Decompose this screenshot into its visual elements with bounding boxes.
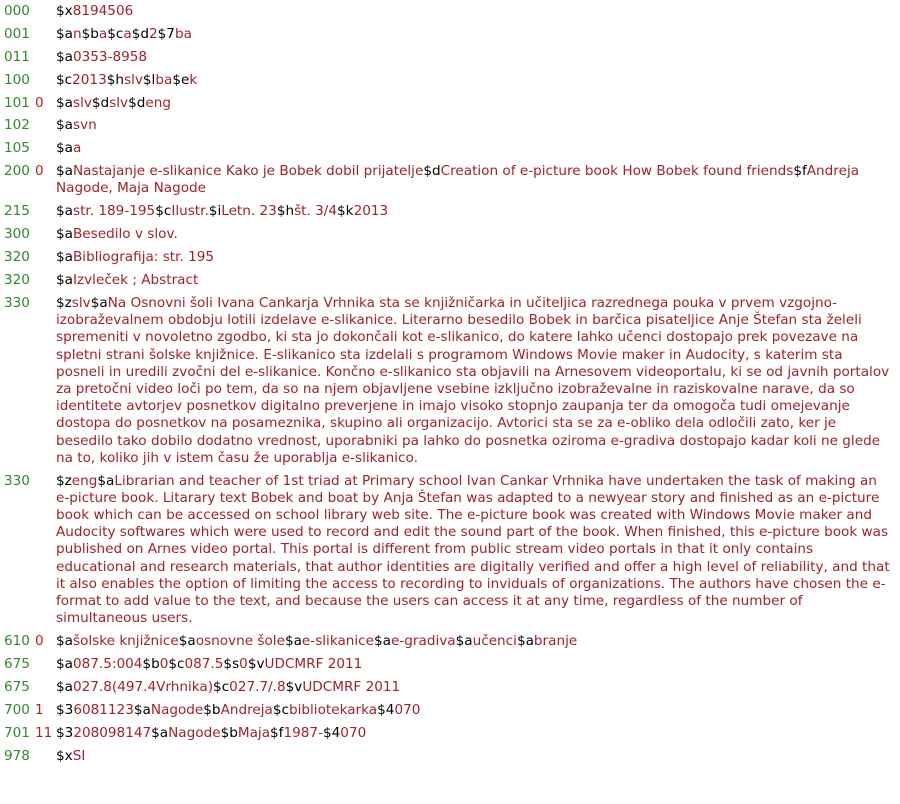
subfield-code: $d: [91, 94, 110, 111]
field-tag: 320: [4, 249, 30, 266]
subfield-code: $d: [423, 163, 441, 180]
subfield-code: $i: [208, 203, 222, 220]
subfield-value: Besedilo v slov.: [72, 226, 178, 243]
field-value: [56, 725, 894, 742]
subfield-code: $b: [220, 724, 238, 741]
subfield-value: Librarian and teacher of 1st triad at Primary school Ivan Cankar Vrhnika have undertaken the task of making an e-picture book. Litarary text Bobek and boat by Anja Štefan was adapted to a newyear story and finished as an e-picture book which can be accessed on school library web site. The e-picture book was created with Windows Movie maker and Audocity softwares which were used to record and edit the sound part of the book. When finished, this e-picture book was published on Arnes video portal. This portal is different from public stream video portals in that it only contains educational and research materials, that author identities are digitally verified and offer a high level of reliability, and that it also enables the option of limiting the access to recording to inviduals of organizations. The authors have chosen the e-format to add value to the text, and because the users can access it at any time, regardless of the number of simultaneous users.: [56, 472, 890, 627]
subfield-value: svn: [72, 117, 97, 134]
subfield-value: 0: [159, 656, 169, 673]
subfield-code: $a: [151, 724, 169, 741]
subfield-code: $a: [374, 633, 392, 650]
subfield-value: Izvleček ; Abstract: [72, 272, 199, 288]
subfield-code: $a: [516, 633, 534, 650]
field-value: [56, 72, 894, 89]
subfield-value: Maja: [237, 724, 271, 741]
field-tag: 701: [4, 724, 30, 741]
subfield-value: eng: [71, 472, 98, 489]
subfield-value: UDCMRF 2011: [264, 656, 363, 673]
field-row-675: [0, 656, 900, 673]
subfield-code: $e: [172, 71, 190, 88]
subfield-value: 2013: [353, 203, 389, 220]
subfield-value: 070: [394, 701, 421, 718]
field-tag: 100: [4, 71, 30, 88]
subfield-code: $c: [107, 25, 124, 42]
subfield-code: $a: [56, 226, 73, 243]
field-indicator: 0: [35, 94, 44, 111]
field-row-001: [0, 26, 900, 43]
field-indicator: 0: [35, 633, 44, 650]
field-value: [56, 95, 894, 112]
field-tag: 215: [4, 203, 30, 220]
field-tag: 978: [4, 747, 30, 764]
subfield-code: $v: [247, 656, 265, 673]
subfield-code: $4: [377, 701, 395, 718]
field-row-101: [0, 95, 900, 112]
field-tag: 000: [4, 3, 30, 19]
subfield-value: n: [72, 25, 82, 42]
subfield-code: $b: [142, 656, 160, 673]
subfield-code: $a: [97, 472, 115, 489]
subfield-code: $a: [455, 633, 473, 650]
field-tag: 675: [4, 678, 30, 695]
subfield-value: slv: [72, 94, 92, 111]
subfield-code: $4: [322, 724, 341, 741]
subfield-code: $h: [106, 71, 124, 88]
subfield-value: 070: [340, 724, 367, 741]
field-tag: 011: [4, 48, 30, 65]
subfield-code: $3: [56, 701, 74, 718]
subfield-value: št. 3/4: [294, 203, 338, 220]
subfield-value: Letn. 23: [221, 203, 277, 220]
subfield-code: $c: [56, 71, 73, 88]
field-row-320: [0, 249, 900, 266]
subfield-value: 027.7/.8: [229, 678, 286, 695]
subfield-value: a: [98, 25, 108, 42]
subfield-code: $a: [56, 117, 73, 134]
subfield-code: $c: [168, 656, 185, 673]
subfield-value: šolske knjižnice: [72, 633, 179, 650]
subfield-value: e-slikanice: [301, 633, 375, 650]
field-tag: 320: [4, 272, 30, 288]
subfield-code: $l: [142, 71, 156, 88]
subfield-code: $a: [56, 48, 73, 65]
subfield-code: $a: [56, 656, 73, 673]
field-row-011: [0, 49, 900, 66]
subfield-value: 027.8(497.4Vrhnika): [72, 678, 214, 695]
subfield-value: Andreja: [220, 701, 273, 718]
subfield-code: $a: [133, 701, 151, 718]
field-tag: 675: [4, 656, 30, 673]
field-value: [56, 163, 894, 197]
field-tag: 610: [4, 633, 30, 650]
subfield-value: 2: [148, 25, 158, 42]
subfield-value: ba: [155, 71, 173, 88]
subfield-value: Ilustr.: [171, 203, 209, 220]
subfield-code: $a: [56, 94, 73, 111]
field-tag: 105: [4, 140, 30, 157]
subfield-code: $s: [223, 656, 240, 673]
field-tag: 700: [4, 701, 30, 718]
field-value: [56, 633, 894, 650]
subfield-code: $f: [270, 724, 284, 741]
subfield-value: k: [189, 71, 198, 88]
field-tag: 330: [4, 294, 30, 311]
subfield-value: ba: [174, 25, 192, 42]
subfield-value: UDCMRF 2011: [302, 678, 401, 695]
subfield-value: str. 189-195: [72, 203, 156, 220]
field-indicator: 11: [35, 724, 53, 741]
subfield-value: a: [72, 140, 82, 157]
subfield-value: Andreja Nagode, Maja Nagode: [56, 163, 860, 197]
field-row-701: [0, 725, 900, 742]
subfield-value: eng: [145, 94, 171, 111]
field-value: [56, 203, 894, 220]
field-row-105: [0, 140, 900, 157]
field-value: [56, 140, 894, 157]
subfield-code: $a: [178, 633, 196, 650]
subfield-code: $a: [56, 272, 73, 288]
subfield-code: $d: [131, 25, 149, 42]
subfield-code: $z: [56, 294, 72, 311]
field-tag: 101: [4, 94, 30, 111]
subfield-value: e-gradiva: [391, 633, 456, 650]
subfield-value: a: [123, 25, 132, 42]
field-value: [56, 226, 894, 243]
subfield-value: slv: [124, 71, 143, 88]
field-value: [56, 3, 894, 20]
field-value: [56, 49, 894, 66]
subfield-value: 0: [239, 656, 248, 673]
subfield-code: $a: [56, 25, 73, 42]
subfield-code: $a: [56, 678, 73, 695]
subfield-code: $a: [56, 249, 73, 266]
field-value: [56, 295, 894, 467]
subfield-value: slv: [71, 294, 91, 311]
subfield-code: $a: [90, 294, 108, 311]
subfield-value: Bibliografija: str. 195: [72, 249, 215, 266]
subfield-code: $c: [213, 678, 230, 695]
field-tag: 200: [4, 163, 30, 180]
subfield-value: 6081123: [73, 701, 134, 718]
field-row-330: [0, 473, 900, 628]
subfield-code: $7: [157, 25, 175, 42]
subfield-code: $b: [203, 701, 221, 718]
field-row-320: [0, 272, 900, 289]
field-value: [56, 702, 894, 719]
subfield-code: $c: [155, 203, 172, 220]
subfield-value: Nagode: [168, 724, 221, 741]
field-row-200: [0, 163, 900, 197]
field-row-102: [0, 117, 900, 134]
subfield-code: $k: [337, 203, 354, 220]
subfield-code: $x: [56, 747, 73, 764]
field-value: [56, 26, 894, 43]
subfield-code: $h: [276, 203, 295, 220]
subfield-code: $v: [285, 678, 303, 695]
subfield-value: Na Osnovni šoli Ivana Cankarja Vrhnika sta se knjižničarka in učiteljica razrednega pouka v prvem vzgojno-izobraževalnem obdobju lotili izdelave e-slikanice. Literarno besedilo Bobek in barčica pisateljice Anje Štefan sta želeli spremeniti v novoletno zgodbo, ki sta jo dokončali kot e-slikanico, do katere lahko učenci dostopajo prek povezave na spletni strani šolske knjižnice. E-slikanico sta izdelali s programom Windows Movie maker in Audocity, s katerim sta posneli in uredili zvočni del e-slikanice. Končno e-slikanico sta objavili na Arnesovem videoportalu, ki se od javnih portalov za pretočni video loči po tem, da so na njem objavljene vsebine izključno izobraževalne in raziskovalne narave, da so identitete avtorjev posnetkov digitalno preverjene in imajo visoko stopnjo zaupanja ter da omogoča tudi omejevanje dostopa do posnetkov na posameznika, skupino ali organizacijo. Avtorici sta se za e-obliko dela odločili zato, ker je besedilo tako dobilo dodatno vrednost, uporabniki pa lahko do posnetka oziroma e-gradiva dostopajo kadar koli ne glede na to, koliko jih v istem času že uporablja e-slikanico.: [56, 294, 890, 466]
subfield-value: Nastajanje e-slikanice Kako je Bobek dobil prijatelje: [72, 163, 424, 180]
subfield-value: bibliotekarka: [289, 701, 378, 718]
field-row-215: [0, 203, 900, 220]
subfield-code: $3: [56, 724, 74, 741]
subfield-value: 087.5:004: [72, 656, 143, 673]
subfield-value: učenci: [472, 633, 517, 650]
subfield-value: Creation of e-picture book How Bobek found friends: [440, 163, 794, 180]
subfield-code: $f: [793, 163, 807, 180]
field-indicator: 0: [35, 163, 44, 180]
subfield-code: $a: [56, 163, 73, 180]
subfield-value: slv: [109, 94, 129, 111]
subfield-code: $d: [128, 94, 146, 111]
field-row-300: [0, 226, 900, 243]
field-row-330: [0, 295, 900, 467]
field-row-700: [0, 702, 900, 719]
field-value: [56, 679, 894, 696]
field-value: [56, 272, 894, 289]
field-row-610: [0, 633, 900, 650]
field-row-100: [0, 72, 900, 89]
subfield-code: $c: [272, 701, 289, 718]
subfield-value: 2013: [72, 71, 107, 88]
field-row-000: [0, 3, 900, 20]
field-tag: 102: [4, 117, 30, 134]
subfield-code: $a: [56, 203, 73, 220]
subfield-value: 8194506: [72, 3, 134, 19]
field-tag: 300: [4, 226, 30, 243]
subfield-code: $b: [81, 25, 99, 42]
subfield-code: $x: [56, 3, 73, 19]
subfield-code: $a: [56, 633, 73, 650]
field-row-978: [0, 748, 900, 765]
subfield-value: osnovne šole: [195, 633, 285, 650]
subfield-value: SI: [72, 747, 86, 764]
subfield-value: Nagode: [150, 701, 204, 718]
field-value: [56, 473, 894, 628]
field-row-675: [0, 679, 900, 696]
field-value: [56, 249, 894, 266]
field-tag: 001: [4, 25, 30, 42]
field-value: [56, 748, 894, 765]
subfield-value: 1987-: [283, 724, 323, 741]
field-indicator: 1: [35, 701, 44, 718]
field-value: [56, 656, 894, 673]
field-tag: 330: [4, 472, 30, 489]
subfield-code: $a: [284, 633, 302, 650]
subfield-value: 208098147: [73, 724, 152, 741]
subfield-code: $z: [56, 472, 72, 489]
subfield-value: branje: [533, 633, 578, 650]
field-value: [56, 117, 894, 134]
subfield-value: 087.5: [184, 656, 224, 673]
subfield-code: $a: [56, 140, 73, 157]
subfield-value: 0353-8958: [72, 48, 148, 65]
